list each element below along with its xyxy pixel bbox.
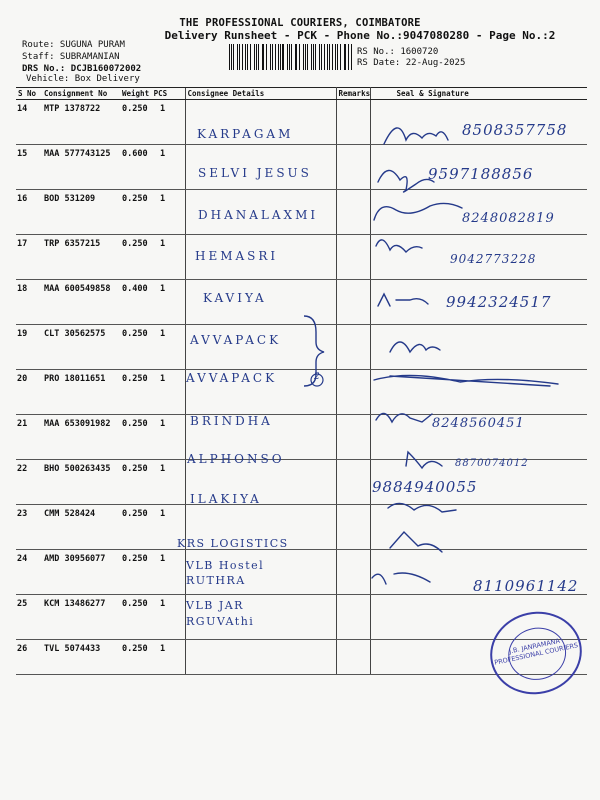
row-pcs: 1	[160, 464, 166, 474]
handwritten-phone: 9942324517	[446, 293, 552, 311]
handwritten-phone: 8248082819	[462, 211, 555, 226]
row-sno: 21	[16, 415, 42, 460]
row-weight-pcs	[120, 415, 185, 460]
barcode-bar	[299, 44, 300, 70]
signature-row-22	[376, 413, 432, 422]
row-remarks	[336, 145, 370, 190]
barcode	[229, 44, 353, 70]
row-weight-pcs	[120, 235, 185, 280]
row-weight: 0.250	[122, 419, 148, 429]
handwritten-name: KRS LOGISTICS	[177, 537, 289, 550]
rs-date: RS Date: 22-Aug-2025	[357, 58, 466, 68]
handwritten-phone: 9884940055	[372, 478, 478, 496]
barcode-bar	[275, 44, 276, 70]
row-consignment: CLT 30562575	[42, 325, 120, 370]
row-remarks	[336, 505, 370, 550]
row-sno: 26	[16, 640, 42, 675]
col-seal: Seal & Signature	[370, 88, 587, 100]
row-remarks	[336, 235, 370, 280]
barcode-bar	[287, 44, 288, 70]
barcode-bar	[344, 44, 345, 70]
row-consignment: MAA 577743125	[42, 145, 120, 190]
col-weight-pcs: Weight PCS	[120, 88, 185, 100]
row-sno: 16	[16, 190, 42, 235]
handwritten-phone: 8870074012	[455, 458, 529, 469]
signature-row-16	[374, 203, 462, 220]
drs-value: DCJB160072002	[70, 64, 142, 74]
row-consignment: BOD 531209	[42, 190, 120, 235]
handwritten-name: ILAKIYA	[190, 492, 262, 506]
signature-row-25	[390, 532, 442, 552]
row-pcs: 1	[160, 554, 166, 564]
row-consignment: CMM 528424	[42, 505, 120, 550]
row-weight: 0.600	[122, 149, 148, 159]
row-weight-pcs	[120, 190, 185, 235]
row-sno: 20	[16, 370, 42, 415]
barcode-bar	[270, 44, 271, 70]
row-pcs: 1	[160, 194, 166, 204]
col-consignee: Consignee Details	[185, 88, 336, 100]
row-pcs: 1	[160, 374, 166, 384]
handwritten-phone: 9597188856	[428, 165, 534, 183]
row-consignment: TRP 6357215	[42, 235, 120, 280]
signature-row-14	[384, 128, 448, 144]
barcode-bar	[282, 44, 283, 70]
stamp-inner-ring	[503, 622, 571, 685]
row-weight: 0.250	[122, 509, 148, 519]
row-sno: 19	[16, 325, 42, 370]
row-sno: 14	[16, 100, 42, 145]
row-sno: 15	[16, 145, 42, 190]
barcode-bar	[266, 44, 267, 70]
barcode-bar	[250, 44, 251, 70]
barcode-bar	[311, 44, 312, 70]
row-weight-pcs	[120, 460, 185, 505]
signature-row-21	[374, 375, 558, 386]
barcode-bar	[295, 44, 296, 70]
row-weight-pcs	[120, 640, 185, 675]
row-weight-pcs	[120, 550, 185, 595]
row-weight: 0.250	[122, 464, 148, 474]
barcode-bar	[229, 44, 230, 70]
signature-row-26a	[372, 573, 430, 584]
handwritten-phone: 8508357758	[462, 121, 568, 139]
handwritten-phone: 9042773228	[450, 252, 537, 266]
row-weight: 0.250	[122, 644, 148, 654]
row-consignment: MTP 1378722	[42, 100, 120, 145]
row-remarks	[336, 550, 370, 595]
barcode-bar	[329, 44, 330, 70]
row-sno: 18	[16, 280, 42, 325]
handwritten-name: AVVAPACK	[186, 371, 278, 385]
drs-label: DRS No.:	[22, 64, 66, 74]
barcode-bar	[319, 44, 320, 70]
row-pcs: 1	[160, 509, 166, 519]
row-pcs: 1	[160, 239, 166, 249]
signature-row-23	[406, 452, 442, 468]
barcode-bar	[337, 44, 338, 70]
row-sno: 17	[16, 235, 42, 280]
signature-row-17	[376, 240, 422, 252]
row-pcs: 1	[160, 104, 166, 114]
col-consignment: Consignment No	[42, 88, 120, 100]
row-consignment: MAA 653091982	[42, 415, 120, 460]
row-consignment: MAA 600549858	[42, 280, 120, 325]
row-consignment: AMD 30956077	[42, 550, 120, 595]
row-remarks	[336, 460, 370, 505]
col-sno: S No	[16, 88, 42, 100]
row-weight: 0.250	[122, 599, 148, 609]
runsheet-title: Delivery Runsheet - PCK - Phone No.:9047080280 - Page No.:2	[164, 29, 556, 42]
row-consignment: PRO 18011651	[42, 370, 120, 415]
barcode-bar	[324, 44, 325, 70]
company-title: THE PROFESSIONAL COURIERS, COIMBATORE	[179, 17, 421, 29]
handwritten-name: HEMASRI	[195, 249, 279, 263]
barcode-bar	[237, 44, 238, 70]
row-sno: 23	[16, 505, 42, 550]
row-pcs: 1	[160, 599, 166, 609]
vehicle-label: Vehicle: Box Delivery	[26, 74, 140, 84]
signature-row-24	[388, 503, 456, 512]
row-consignee	[185, 640, 336, 675]
row-consignment: KCM 13486277	[42, 595, 120, 640]
row-weight: 0.250	[122, 239, 148, 249]
row-consignment: BHO 500263435	[42, 460, 120, 505]
row-weight: 0.400	[122, 284, 148, 294]
handwritten-name: ALPHONSO	[187, 452, 285, 466]
handwritten-name: AVVAPACK	[190, 333, 282, 347]
handwritten-name: DHANALAXMI	[198, 208, 319, 222]
row-pcs: 1	[160, 329, 166, 339]
row-remarks	[336, 280, 370, 325]
row-weight-pcs	[120, 145, 185, 190]
barcode-bar	[245, 44, 246, 70]
row-sno: 22	[16, 460, 42, 505]
rs-number: RS No.: 1600720	[357, 47, 439, 57]
row-remarks	[336, 415, 370, 460]
row-pcs: 1	[160, 419, 166, 429]
row-remarks	[336, 325, 370, 370]
row-pcs: 1	[160, 284, 166, 294]
signature-row-20	[390, 342, 440, 352]
row-weight: 0.250	[122, 329, 148, 339]
row-pcs: 1	[160, 149, 166, 159]
signature-row-15	[378, 170, 434, 192]
row-weight: 0.250	[122, 554, 148, 564]
handwritten-name: BRINDHA	[190, 414, 273, 428]
handwritten-name: KARPAGAM	[197, 127, 294, 141]
row-weight-pcs	[120, 505, 185, 550]
col-remarks: Remarks	[336, 88, 370, 100]
handwritten-name: KAVIYA	[203, 291, 267, 305]
row-weight-pcs	[120, 280, 185, 325]
bracket-note: 2	[314, 372, 322, 382]
row-weight: 0.250	[122, 194, 148, 204]
handwritten-name: VLB Hostel RUTHRA	[186, 559, 265, 587]
row-weight-pcs	[120, 370, 185, 415]
handwritten-phone: 8248560451	[432, 416, 525, 431]
row-remarks	[336, 640, 370, 675]
rs-info	[357, 47, 465, 69]
handwritten-name: SELVI JESUS	[198, 166, 312, 180]
signature-row-18	[378, 294, 428, 306]
row-weight-pcs	[120, 325, 185, 370]
stamp-text: J.B. JANRAMANA PROFESSIONAL COURIERS	[493, 636, 579, 667]
row-weight-pcs	[120, 595, 185, 640]
handwritten-phone: 8110961142	[473, 577, 579, 595]
barcode-bar	[307, 44, 308, 70]
row-sno: 24	[16, 550, 42, 595]
row-sno: 25	[16, 595, 42, 640]
row-remarks	[336, 100, 370, 145]
row-consignment: TVL 5074433	[42, 640, 120, 675]
barcode-bar	[351, 44, 352, 70]
row-pcs: 1	[160, 644, 166, 654]
row-remarks	[336, 370, 370, 415]
row-weight: 0.250	[122, 104, 148, 114]
barcode-bar	[242, 44, 243, 70]
row-remarks	[336, 595, 370, 640]
route-label: Route: SUGUNA PURAM	[22, 40, 125, 50]
row-remarks	[336, 190, 370, 235]
handwritten-name: VLB JAR RGUVAthi	[186, 599, 255, 628]
row-weight-pcs	[120, 100, 185, 145]
staff-label: Staff: SUBRAMANIAN	[22, 52, 120, 62]
row-weight: 0.250	[122, 374, 148, 384]
barcode-bar	[258, 44, 259, 70]
